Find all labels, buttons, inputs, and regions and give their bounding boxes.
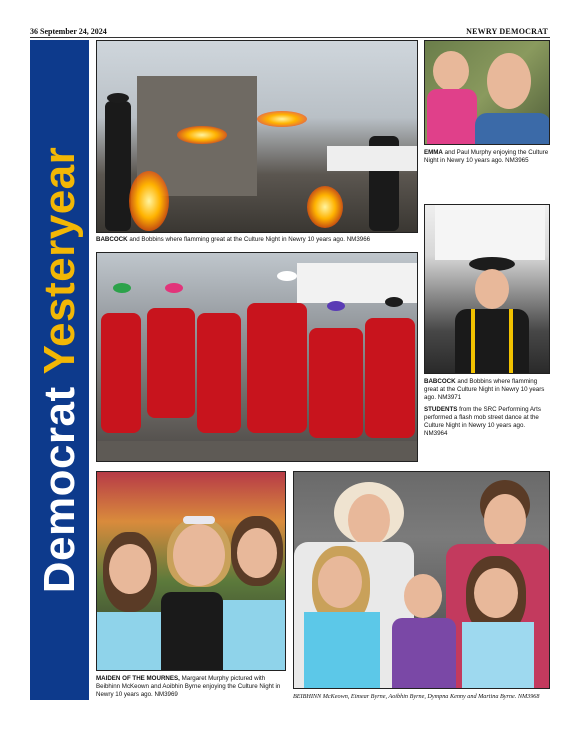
man-face (487, 53, 531, 109)
photo-fire-performers (96, 40, 418, 233)
dancer (147, 308, 195, 418)
performer-body (455, 309, 529, 374)
masthead: NEWRY DEMOCRAT (466, 27, 548, 36)
woman-face (348, 494, 390, 546)
tiara-icon (183, 516, 215, 524)
yellow-brace (471, 309, 475, 374)
caption-photo-5: MAIDEN OF THE MOURNES, Margaret Murphy pictured with Beibhinn McKeown and Aoibhin Byrne enjoying the Culture Night in Newry 10 years ago. NM3969 (96, 675, 281, 699)
hat-icon (385, 297, 403, 307)
dancer (247, 303, 307, 433)
boy-face (404, 574, 442, 618)
hat-icon (327, 301, 345, 311)
performer-face (475, 269, 509, 309)
fire-flame (307, 186, 343, 228)
photo-students-dance (96, 252, 418, 462)
woman-face (173, 524, 225, 586)
yellow-brace (509, 309, 513, 374)
woman-top (161, 592, 223, 671)
white-tent (297, 263, 418, 303)
child-face (433, 51, 469, 91)
dress-blue (462, 622, 534, 689)
photo-family-group (293, 471, 550, 689)
section-sidebar (30, 40, 89, 700)
gazebo-tent (327, 146, 417, 171)
photo-maiden-of-mournes (96, 471, 286, 671)
dancer (365, 318, 415, 438)
boy-shirt (392, 618, 456, 689)
white-tent (435, 205, 545, 260)
child-pink-top (427, 89, 477, 145)
dancer (309, 328, 363, 438)
hat-icon (277, 271, 297, 281)
photo-emma-paul (424, 40, 550, 145)
caption-photo-4: STUDENTS from the SRC Performing Arts performed a flash mob street dance at the Culture Night in Newry 10 years ago. NM3964 (424, 406, 541, 438)
girl-face (237, 528, 277, 578)
section-title-word1: Democrat (34, 386, 84, 594)
fire-flame (129, 171, 169, 231)
street-ground (97, 441, 418, 462)
fire-flame (257, 111, 307, 127)
caption-photo-6: BEIBHINN McKeown, Eimear Byrne, Aoibhin Byrne, Dympna Kenny and Martina Byrne. NM3968 (293, 693, 540, 700)
hat-icon (107, 93, 129, 103)
section-title-word2: Yesteryear (34, 146, 84, 375)
girl-face (474, 568, 518, 618)
girl-face (318, 556, 362, 608)
fire-flame (177, 126, 227, 144)
dancer (101, 313, 141, 433)
page-date: 36 September 24, 2024 (30, 27, 107, 36)
man-shirt (475, 113, 550, 145)
caption-photo-1: BABCOCK and Bobbins where flamming great at the Culture Night in Newry 10 years ago. NM3966 (96, 236, 371, 243)
girl-face (109, 544, 151, 594)
header-rule (30, 37, 550, 38)
hat-icon (113, 283, 131, 293)
caption-photo-3: BABCOCK and Bobbins where flamming great at the Culture Night in Newry 10 years ago. NM3971 (424, 378, 545, 402)
dress-blue (304, 612, 380, 689)
section-title (34, 146, 84, 594)
performer-left (105, 101, 131, 231)
hat-icon (165, 283, 183, 293)
caption-photo-2: EMMA and Paul Murphy enjoying the Culture Night in Newry 10 years ago. NM3965 (424, 149, 549, 165)
dress-blue (223, 600, 286, 671)
woman-face (484, 494, 526, 546)
photo-babcock-performer (424, 204, 550, 374)
dancer (197, 313, 241, 433)
dress-blue (97, 612, 161, 671)
